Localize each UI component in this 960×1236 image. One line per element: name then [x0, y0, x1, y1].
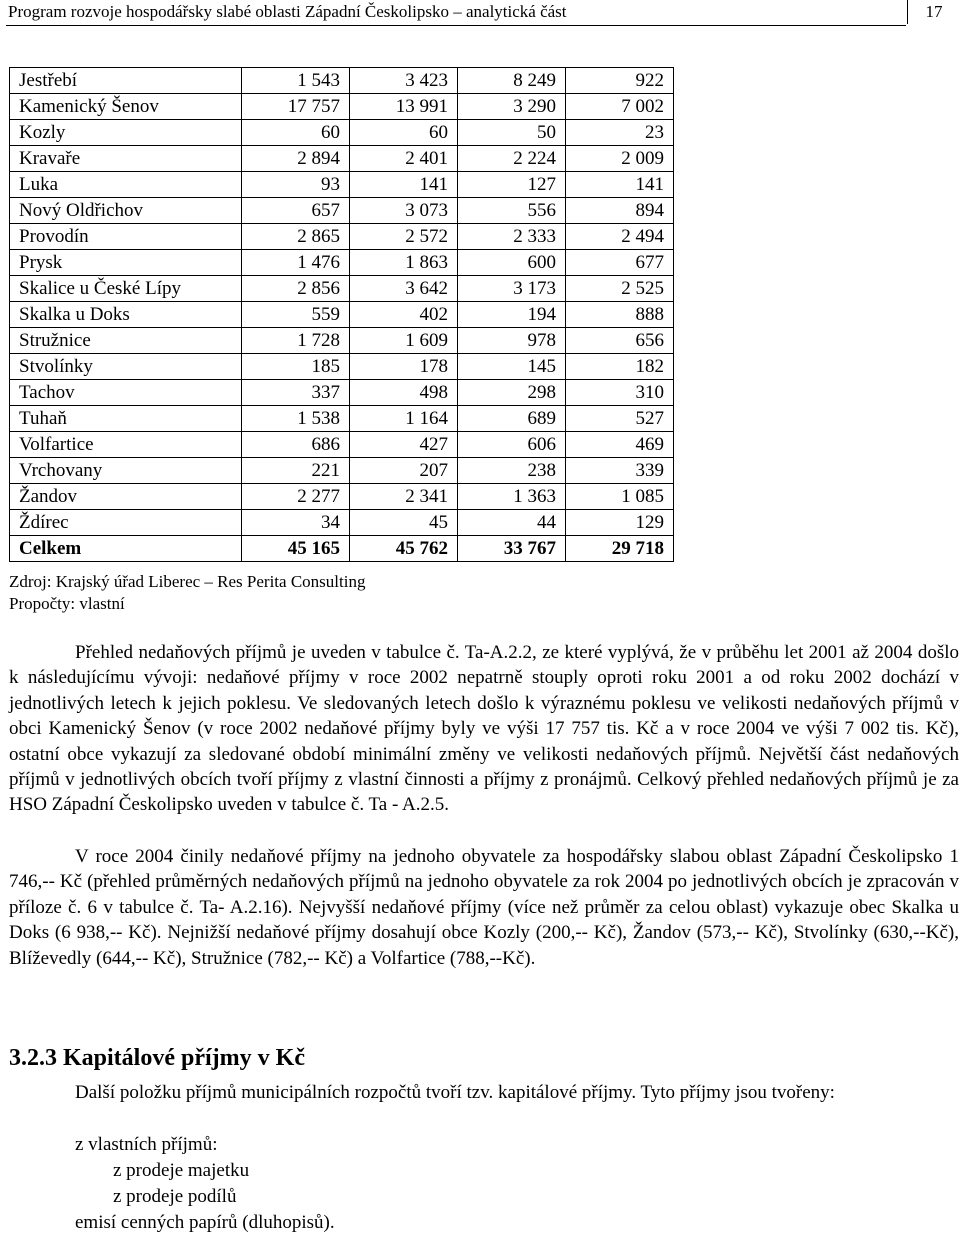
value-cell: 2 341: [350, 484, 458, 510]
value-cell: 7 002: [566, 94, 674, 120]
table-row: [10, 94, 674, 120]
municipality-cell: Kozly: [10, 120, 242, 146]
table-row: [10, 198, 674, 224]
table-row: [10, 510, 674, 536]
paragraph-capital-revenue: Další položku příjmů municipálních rozpočtů tvoří tzv. kapitálové příjmy. Tyto příjmy jsou tvořeny:: [75, 1082, 835, 1103]
table-row: [10, 250, 674, 276]
table-source: [9, 571, 365, 615]
value-cell: 1 609: [350, 328, 458, 354]
section-heading: 3.2.3 Kapitálové příjmy v Kč: [9, 1045, 305, 1071]
municipality-cell: Jestřebí: [10, 68, 242, 94]
table-row: [10, 484, 674, 510]
municipality-cell: Stvolínky: [10, 354, 242, 380]
municipality-cell: Provodín: [10, 224, 242, 250]
municipality-cell: Tachov: [10, 380, 242, 406]
list-item: z prodeje podílů: [113, 1186, 237, 1207]
value-cell: 3 642: [350, 276, 458, 302]
value-cell: 1 543: [242, 68, 350, 94]
value-cell: 978: [458, 328, 566, 354]
municipality-cell: Žandov: [10, 484, 242, 510]
value-cell: 3 173: [458, 276, 566, 302]
table-row: [10, 146, 674, 172]
value-cell: 469: [566, 432, 674, 458]
municipality-cell: Luka: [10, 172, 242, 198]
value-cell: 1 085: [566, 484, 674, 510]
value-cell: 50: [458, 120, 566, 146]
value-cell: 60: [242, 120, 350, 146]
page-number: 17: [907, 0, 960, 24]
municipality-cell: Nový Oldřichov: [10, 198, 242, 224]
value-cell: 2 401: [350, 146, 458, 172]
municipality-cell: Ždírec: [10, 510, 242, 536]
value-cell: 2 572: [350, 224, 458, 250]
document-title: Program rozvoje hospodářsky slabé oblasti Západní Českolipsko – analytická část: [8, 2, 567, 21]
value-cell: 23: [566, 120, 674, 146]
value-cell: 29 718: [566, 536, 674, 562]
value-cell: 221: [242, 458, 350, 484]
value-cell: 1 728: [242, 328, 350, 354]
value-cell: 194: [458, 302, 566, 328]
value-cell: 207: [350, 458, 458, 484]
value-cell: 606: [458, 432, 566, 458]
value-cell: 185: [242, 354, 350, 380]
value-cell: 60: [350, 120, 458, 146]
value-cell: 657: [242, 198, 350, 224]
value-cell: 894: [566, 198, 674, 224]
table-row: [10, 354, 674, 380]
municipality-cell: Volfartice: [10, 432, 242, 458]
value-cell: 3 073: [350, 198, 458, 224]
municipality-cell: Vrchovany: [10, 458, 242, 484]
value-cell: 182: [566, 354, 674, 380]
table-total-row: [10, 536, 674, 562]
table-row: [10, 432, 674, 458]
value-cell: 44: [458, 510, 566, 536]
value-cell: 3 290: [458, 94, 566, 120]
value-cell: 2 224: [458, 146, 566, 172]
value-cell: 922: [566, 68, 674, 94]
value-cell: 337: [242, 380, 350, 406]
list-item: z vlastních příjmů:: [75, 1134, 218, 1155]
municipality-cell: Celkem: [10, 536, 242, 562]
value-cell: 178: [350, 354, 458, 380]
list-item: z prodeje majetku: [113, 1160, 250, 1181]
page-header: [0, 0, 960, 26]
value-cell: 45 165: [242, 536, 350, 562]
municipality-cell: Stružnice: [10, 328, 242, 354]
value-cell: 1 538: [242, 406, 350, 432]
paragraph-non-tax-overview: Přehled nedaňových příjmů je uveden v tabulce č. Ta-A.2.2, ze které vyplývá, že v průběhu let 2001 až 2004 došlo k následujícímu vývoji: nedaňové příjmy v roce 2002 nepatrně stouply oproti roku 2001 a od roku 2002 dochází v jednotlivých letech k jejich poklesu. Ve sledovaných letech došlo k výraznému poklesu ve velikosti nedaňových příjmů v obci Kamenický Šenov (v roce 2002 nedaňové příjmy byly ve výši 17 757 tis. Kč a v roce 2004 ve výši 7 002 tis. Kč), ostatní obce vykazují za sledované období minimální změny ve velikosti nedaňových příjmů. Největší část nedaňových příjmů v jednotlivých obcích tvoří příjmy z vlastní činnosti a příjmy z pronájmů. Celkový přehled nedaňových příjmů je za HSO Západní Českolipsko uveden v tabulce č. Ta - A.2.5.: [9, 642, 959, 816]
value-cell: 556: [458, 198, 566, 224]
municipality-cell: Kamenický Šenov: [10, 94, 242, 120]
value-cell: 33 767: [458, 536, 566, 562]
source-line: Zdroj: Krajský úřad Liberec – Res Perita Consulting: [9, 572, 366, 591]
value-cell: 2 333: [458, 224, 566, 250]
municipality-cell: Tuhaň: [10, 406, 242, 432]
value-cell: 2 856: [242, 276, 350, 302]
header-rule: [6, 25, 906, 26]
value-cell: 45 762: [350, 536, 458, 562]
value-cell: 888: [566, 302, 674, 328]
value-cell: 310: [566, 380, 674, 406]
value-cell: 2 494: [566, 224, 674, 250]
paragraph-per-capita: V roce 2004 činily nedaňové příjmy na jednoho obyvatele za hospodářsky slabou oblast Západní Českolipsko 1 746,-- Kč (přehled průměrných nedaňových příjmů na jednoho obyvatele za rok 2004 po jednotlivých obcích je zpracován v příloze č. 6 v tabulce č. Ta- A.2.16). Nejvyšší nedaňové příjmy (více než průměr za celou oblast) vykazuje obec Skalka u Doks (6 938,-- Kč). Nejnižší nedaňové příjmy dosahují obce Kozly (200,-- Kč), Žandov (573,-- Kč), Stvolínky (630,--Kč), Blíževedly (644,-- Kč), Stružnice (782,-- Kč) a Volfartice (788,--Kč).: [9, 846, 959, 969]
value-cell: 141: [350, 172, 458, 198]
value-cell: 1 363: [458, 484, 566, 510]
value-cell: 498: [350, 380, 458, 406]
value-cell: 1 164: [350, 406, 458, 432]
value-cell: 145: [458, 354, 566, 380]
value-cell: 1 863: [350, 250, 458, 276]
table-row: [10, 380, 674, 406]
value-cell: 656: [566, 328, 674, 354]
municipality-cell: Kravaře: [10, 146, 242, 172]
table-row: [10, 172, 674, 198]
table-row: [10, 328, 674, 354]
municipality-cell: Prysk: [10, 250, 242, 276]
value-cell: 13 991: [350, 94, 458, 120]
table-row: [10, 120, 674, 146]
non-tax-revenue-table: [9, 67, 674, 562]
table-row: [10, 302, 674, 328]
value-cell: 298: [458, 380, 566, 406]
municipality-cell: Skalka u Doks: [10, 302, 242, 328]
value-cell: 238: [458, 458, 566, 484]
value-cell: 2 865: [242, 224, 350, 250]
value-cell: 677: [566, 250, 674, 276]
value-cell: 2 277: [242, 484, 350, 510]
table-row: [10, 276, 674, 302]
table-row: [10, 458, 674, 484]
value-cell: 34: [242, 510, 350, 536]
value-cell: 129: [566, 510, 674, 536]
municipality-cell: Skalice u České Lípy: [10, 276, 242, 302]
value-cell: 45: [350, 510, 458, 536]
table-row: [10, 224, 674, 250]
value-cell: 3 423: [350, 68, 458, 94]
value-cell: 127: [458, 172, 566, 198]
value-cell: 8 249: [458, 68, 566, 94]
value-cell: 402: [350, 302, 458, 328]
value-cell: 427: [350, 432, 458, 458]
value-cell: 559: [242, 302, 350, 328]
value-cell: 141: [566, 172, 674, 198]
calculations-line: Propočty: vlastní: [9, 594, 125, 613]
table-row: [10, 406, 674, 432]
table-row: [10, 68, 674, 94]
value-cell: 339: [566, 458, 674, 484]
value-cell: 600: [458, 250, 566, 276]
value-cell: 2 894: [242, 146, 350, 172]
value-cell: 686: [242, 432, 350, 458]
value-cell: 527: [566, 406, 674, 432]
value-cell: 1 476: [242, 250, 350, 276]
value-cell: 2 525: [566, 276, 674, 302]
list-item: emisí cenných papírů (dluhopisů).: [75, 1212, 335, 1233]
value-cell: 689: [458, 406, 566, 432]
value-cell: 2 009: [566, 146, 674, 172]
value-cell: 17 757: [242, 94, 350, 120]
value-cell: 93: [242, 172, 350, 198]
